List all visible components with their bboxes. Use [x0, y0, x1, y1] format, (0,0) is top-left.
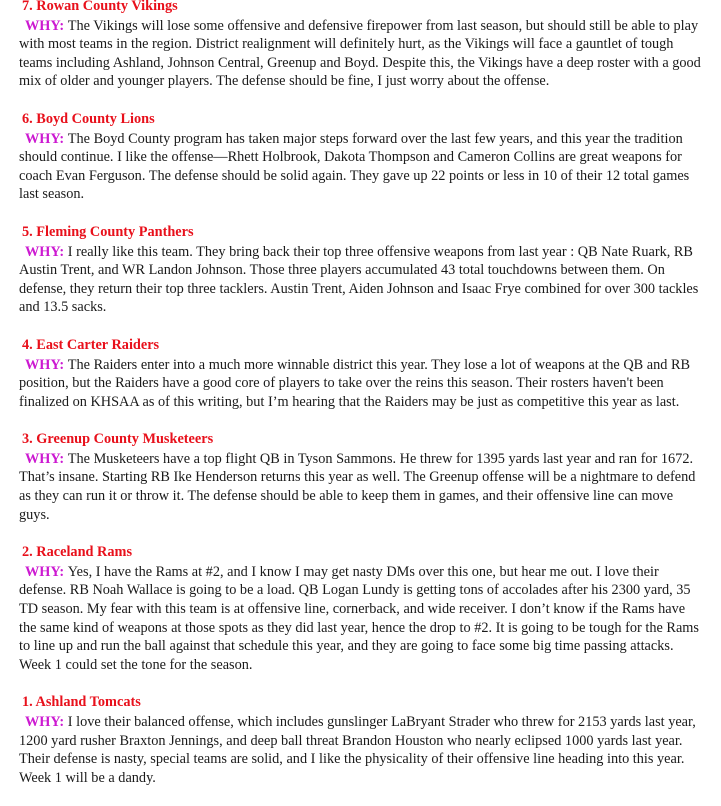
ranking-description: The Boyd County program has taken major steps forward over the last few years, and this year the tradition should continue. I like the offense—Rhett Holbrook, Dakota Thompson and Cameron Collins are great weapons for coach Evan Ferguson. The defense should be solid again. They gave up 22 points or less in 10 of their 12 total games last season.: [19, 130, 690, 203]
why-label: WHY:: [25, 130, 68, 147]
ranking-description: Yes, I have the Rams at #2, and I know I may get nasty DMs over this one, but hear me out. I love their defense. RB Noah Wallace is going to be a load. QB Logan Lundy is getting tons of accolades after his 2300 yard, 35 TD season. My fear with this team is at offensive line, cornerback, and wide receiver. I don’t know if the Rams have the same kind of weapons at those spots as they did last year, hence the drop to #2. It is going to be tough for the Rams to line up and run the ball against that schedule this year, and they are going to face some big time passing attacks. Week 1 could set the tone for the season.: [19, 563, 699, 673]
ranking-entry-6: [19, 110, 703, 204]
ranking-title: 7. Rowan County Vikings: [22, 0, 178, 14]
ranking-description: I really like this team. They bring back their top three offensive weapons from last year : QB Nate Ruark, RB Austin Trent, and WR Landon Johnson. Those three players accumulated 43 total touchdowns between them. On defense, they return their top three tacklers. Austin Trent, Aiden Johnson and Isaac Frye combined for over 300 tackles and 13.5 sacks.: [19, 243, 699, 316]
ranking-description: The Raiders enter into a much more winnable district this year. They lose a lot of weapons at the QB and RB position, but the Raiders have a good core of players to take over the reins this season. Their rosters haven't been finalized on KHSAA as of this writing, but I’m hearing that the Raiders may be just as competitive this year as last.: [19, 356, 691, 410]
ranking-description: The Musketeers have a top flight QB in Tyson Sammons. He threw for 1395 yards last year and ran for 1672. That’s insane. Starting RB Ike Henderson returns this year as well. The Greenup offense will be a nightmare to defend as they can run it or throw it. The defense should be able to keep them in games, and their offensive line can move guys.: [19, 450, 696, 523]
why-label: WHY:: [25, 356, 68, 373]
ranking-entry-2: [19, 543, 703, 674]
ranking-title: 3. Greenup County Musketeers: [22, 431, 214, 448]
ranking-title: 2. Raceland Rams: [22, 544, 133, 561]
ranking-entry-1: [19, 693, 703, 787]
why-label: WHY:: [25, 450, 68, 467]
ranking-description: The Vikings will lose some offensive and defensive firepower from last season, but should still be able to play with most teams in the region. District realignment will definitely hurt, as the Vikings will face a gauntlet of tough teams including Ashland, Johnson Central, Greenup and Boyd. Despite this, the Vikings have a deep roster with a good mix of older and younger players. The defense should be fine, I just worry about the offense.: [19, 17, 701, 90]
ranking-title: 5. Fleming County Panthers: [22, 223, 194, 240]
rankings-article: [19, 0, 703, 806]
ranking-description: I love their balanced offense, which includes gunslinger LaBryant Strader who threw for 2153 yards last year, 1200 yard rusher Braxton Jennings, and deep ball threat Brandon Houston who nearly eclipsed 1000 yards last year. Their defense is nasty, special teams are solid, and I like the physicality of their offensive line heading into this year. Week 1 will be a dandy.: [19, 714, 696, 786]
why-label: WHY:: [25, 563, 68, 580]
ranking-title: 6. Boyd County Lions: [22, 110, 155, 127]
ranking-title: 1. Ashland Tomcats: [22, 694, 141, 711]
why-label: WHY:: [25, 243, 68, 260]
ranking-title: 4. East Carter Raiders: [22, 336, 160, 353]
ranking-entry-5: [19, 223, 703, 317]
ranking-entry-7: [19, 0, 703, 91]
ranking-entry-3: [19, 430, 703, 524]
why-label: WHY:: [25, 714, 68, 730]
why-label: WHY:: [25, 17, 68, 34]
ranking-entry-4: [19, 336, 703, 411]
